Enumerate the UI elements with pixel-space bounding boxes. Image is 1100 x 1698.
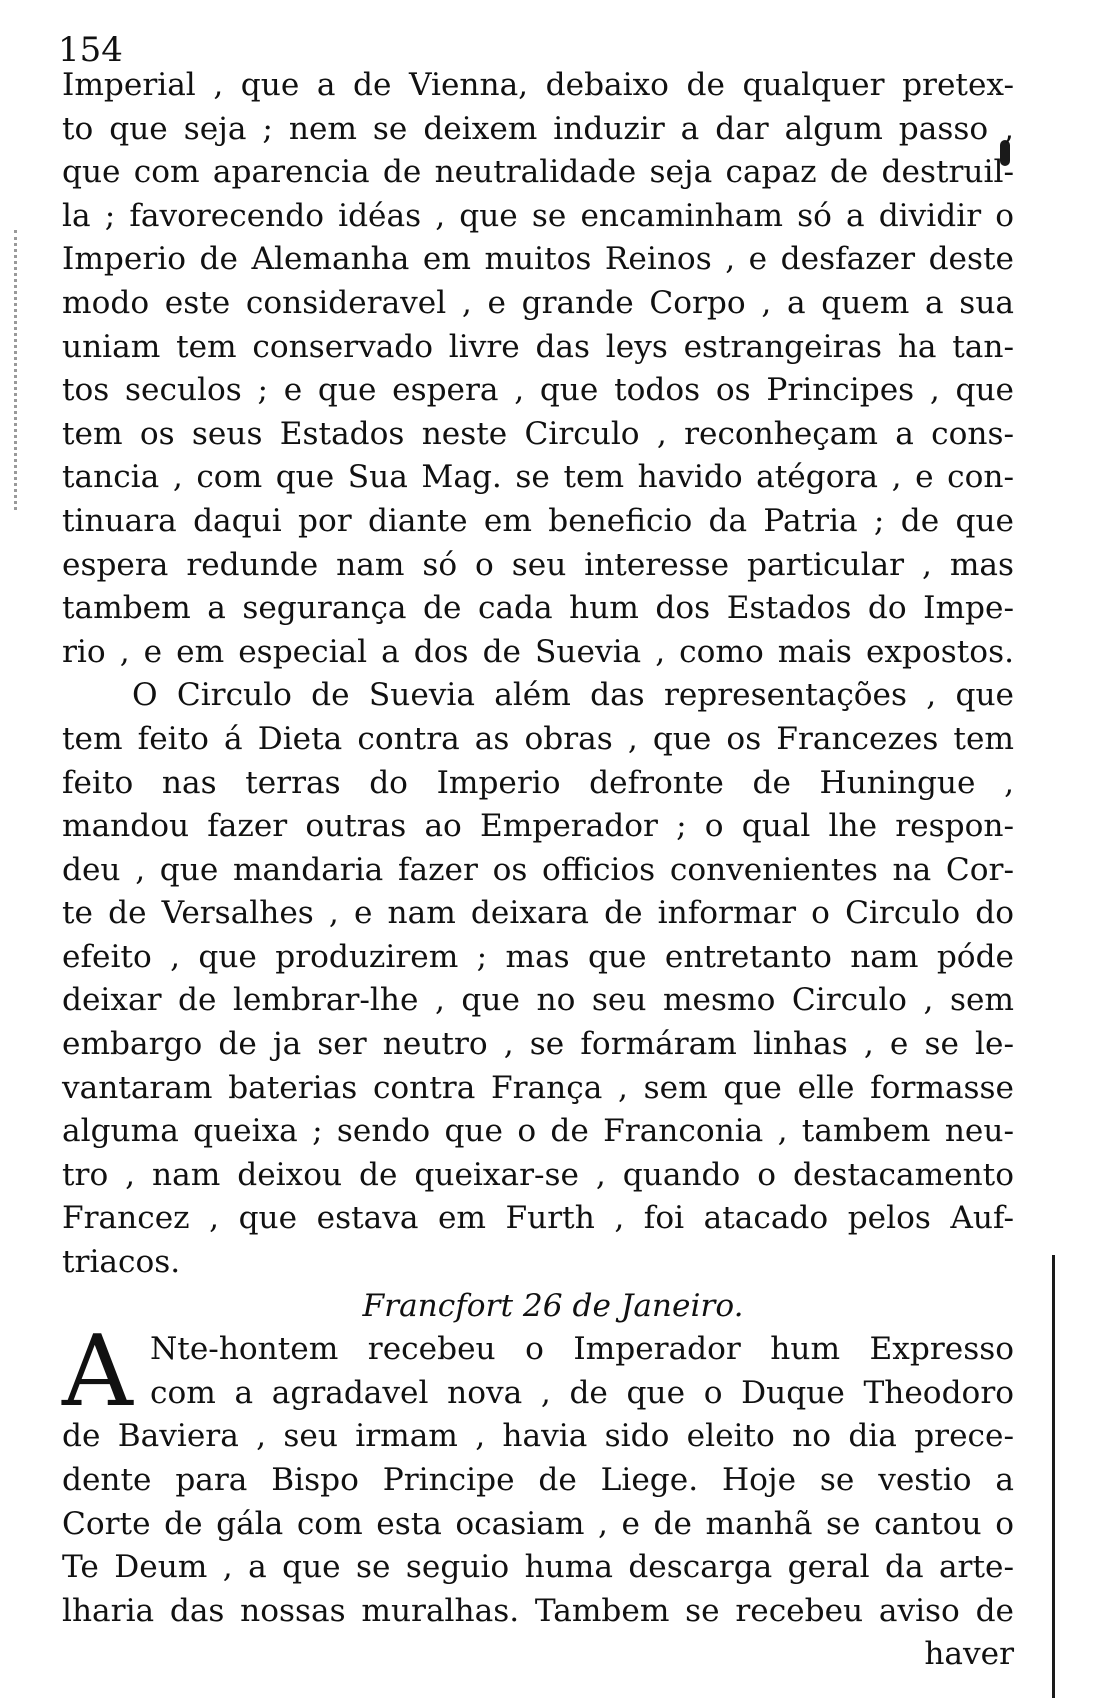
text-line: tem feito á Dieta contra as obras , que os Francezes tem — [62, 720, 1014, 757]
text-line: embargo de ja ser neutro , se formáram linhas , e se le- — [62, 1026, 1014, 1063]
text-line: tancia , com que Sua Mag. se tem havido atégora , e con- — [62, 459, 1014, 496]
text-line: to que seja ; nem se deixem induzir a dar algum passo , — [62, 110, 1014, 147]
text-line: te de Versalhes , e nam deixara de informar o Circulo do — [62, 895, 1014, 932]
text-line: Imperial , que a de Vienna, debaixo de qualquer pretex- — [62, 67, 1014, 103]
left-edge-marks — [14, 230, 21, 510]
text-line: tos seculos ; e que espera , que todos os Principes , que — [62, 372, 1014, 409]
text-line: vantaram baterias contra França , sem que elle formasse — [62, 1069, 1014, 1106]
paragraph-suevia — [62, 674, 1014, 1284]
text-line: tro , nam deixou de queixar-se , quando o destacamento — [62, 1156, 1014, 1193]
text-line: tinuara daqui por diante em beneficio da Patria ; de que — [62, 502, 1014, 539]
dateline: Francfort 26 de Janeiro. — [362, 1287, 744, 1324]
text-line: deu , que mandaria fazer os officios convenientes na Cor- — [62, 851, 1014, 888]
text-line: Te Deum , a que se seguio huma descarga geral da arte- — [62, 1549, 1014, 1586]
paragraph-francfort — [62, 1315, 1014, 1633]
text-line: lharia das nossas muralhas. Tambem se recebeu aviso de — [62, 1592, 1014, 1629]
page-number: 154 — [58, 30, 123, 70]
drop-cap: A — [62, 1315, 133, 1430]
text-line: feito nas terras do Imperio defronte de Huningue , — [62, 764, 1014, 801]
text-line: rio , e em especial a dos de Suevia , como mais expostos. — [62, 633, 1014, 670]
text-line: Corte de gála com esta ocasiam , e de manhã se cantou o — [62, 1505, 1014, 1542]
text-line: alguma queixa ; sendo que o de Franconia , tambem neu- — [62, 1113, 1014, 1150]
text-line: efeito , que produzirem ; mas que entretanto nam póde — [62, 938, 1014, 975]
text-line: Francez , que estava em Furth , foi atacado pelos Auf- — [62, 1200, 1014, 1237]
text-line: uniam tem conservado livre das leys estrangeiras ha tan- — [62, 328, 1014, 365]
text-line: modo este consideravel , e grande Corpo , a quem a sua — [62, 284, 1014, 321]
text-line: mandou fazer outras ao Emperador ; o qual lhe respon- — [62, 808, 1014, 845]
text-line: la ; favorecendo idéas , que se encaminham só a dividir o — [62, 197, 1014, 234]
body-text — [62, 64, 1014, 1677]
text-line: triacos. — [62, 1244, 181, 1281]
text-line: Imperio de Alemanha em muitos Reinos , e desfazer deste — [62, 241, 1014, 278]
catchword: haver — [924, 1636, 1014, 1673]
text-line: espera redunde nam só o seu interesse particular , mas — [62, 546, 1014, 583]
text-line: deixar de lembrar-lhe , que no seu mesmo Circulo , sem — [62, 982, 1014, 1019]
text-line: Nte-hontem recebeu o Imperador hum Expresso — [150, 1331, 1014, 1368]
text-line: com a agradavel nova , de que o Duque Theodoro — [150, 1374, 1014, 1411]
text-line: tambem a segurança de cada hum dos Estados do Impe- — [62, 590, 1014, 627]
text-line: O Circulo de Suevia além das representações , que — [132, 677, 1014, 714]
paragraph-continuation — [62, 64, 1014, 674]
text-line: tem os seus Estados neste Circulo , reconheçam a cons- — [62, 415, 1014, 452]
right-edge-rule — [1052, 1255, 1055, 1698]
text-line: que com aparencia de neutralidade seja capaz de destruil- — [62, 154, 1014, 191]
text-line: de Baviera , seu irmam , havia sido eleito no dia prece- — [62, 1418, 1014, 1455]
text-line: dente para Bispo Principe de Liege. Hoje se vestio a — [62, 1462, 1014, 1498]
